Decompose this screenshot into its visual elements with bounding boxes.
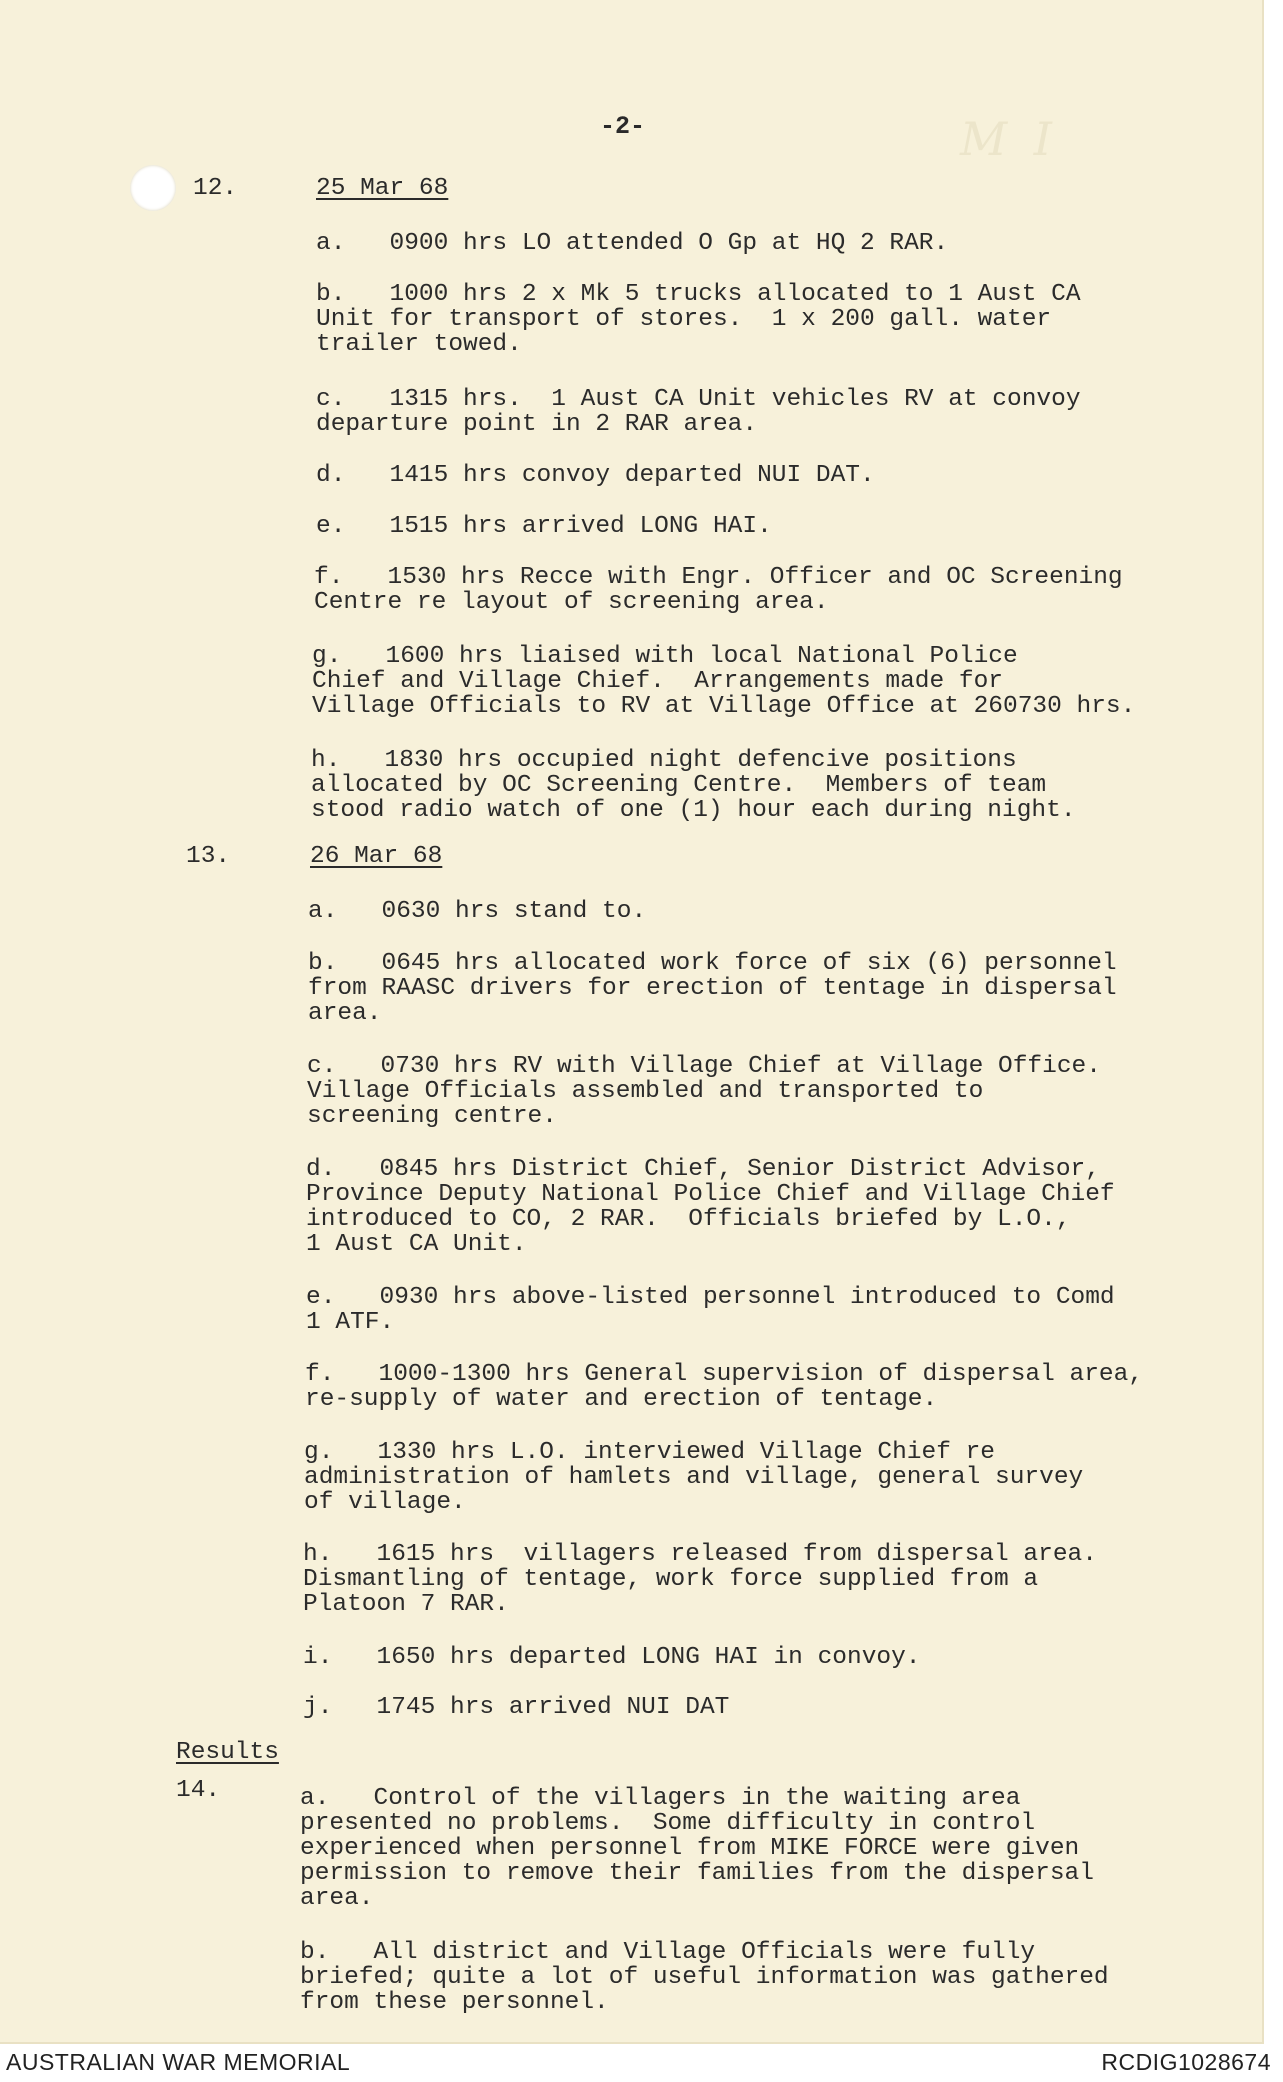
item-14b-line1: b. All district and Village Officials were fully <box>300 1939 1036 1966</box>
footer-archive-name: AUSTRALIAN WAR MEMORIAL <box>6 2049 351 2075</box>
item-13h-line1: h. 1615 hrs villagers released from dispersal area. <box>303 1541 1097 1568</box>
item-13d-line3: introduced to CO, 2 RAR. Officials briefed by L.O., <box>306 1206 1071 1233</box>
item-13d-line1: d. 0845 hrs District Chief, Senior District Advisor, <box>306 1156 1100 1183</box>
faint-pencil-mark: M I <box>960 112 1058 166</box>
item-12f-line1: f. 1530 hrs Recce with Engr. Officer and OC Screening <box>314 564 1123 591</box>
item-13g-line2: administration of hamlets and village, general survey <box>304 1464 1084 1491</box>
item-13h-line2: Dismantling of tentage, work force supplied from a <box>303 1566 1039 1593</box>
item-13e-line1: e. 0930 hrs above-listed personnel introduced to Comd <box>306 1284 1115 1311</box>
item-13d-line4: 1 Aust CA Unit. <box>306 1231 527 1258</box>
item-13-date: 26 Mar 68 <box>310 843 443 870</box>
item-13b-line2: from RAASC drivers for erection of tentage in dispersal <box>308 975 1117 1002</box>
item-12g-line1: g. 1600 hrs liaised with local National Police <box>312 643 1018 670</box>
item-13g-line1: g. 1330 hrs L.O. interviewed Village Chief re <box>304 1439 996 1466</box>
item-14a-line4: permission to remove their families from the dispersal <box>300 1860 1094 1887</box>
item-13-number: 13. <box>186 843 231 870</box>
item-13c-line3: screening centre. <box>307 1103 557 1130</box>
item-13j: j. 1745 hrs arrived NUI DAT <box>303 1694 730 1721</box>
item-13b-line1: b. 0645 hrs allocated work force of six (6) personnel <box>308 950 1117 977</box>
item-12-number: 12. <box>193 175 238 202</box>
item-12h-line1: h. 1830 hrs occupied night defencive positions <box>311 747 1017 774</box>
item-14a-line1: a. Control of the villagers in the waiting area <box>300 1785 1021 1812</box>
item-12b-line3: trailer towed. <box>316 331 522 358</box>
item-12a: a. 0900 hrs LO attended O Gp at HQ 2 RAR. <box>316 230 949 257</box>
item-14a-line2: presented no problems. Some difficulty in control <box>300 1810 1036 1837</box>
item-12d: d. 1415 hrs convoy departed NUI DAT. <box>316 462 875 489</box>
item-14b-line3: from these personnel. <box>300 1989 609 2016</box>
item-12b-line2: Unit for transport of stores. 1 x 200 gall. water <box>316 306 1052 333</box>
item-13a: a. 0630 hrs stand to. <box>308 898 647 925</box>
item-12f-line2: Centre re layout of screening area. <box>314 589 829 616</box>
item-14-number: 14. <box>176 1777 221 1804</box>
item-13e-line2: 1 ATF. <box>306 1309 395 1336</box>
item-14a-line5: area. <box>300 1885 374 1912</box>
item-12h-line3: stood radio watch of one (1) hour each during night. <box>311 797 1076 824</box>
item-14a-line3: experienced when personnel from MIKE FORCE were given <box>300 1835 1080 1862</box>
results-heading: Results <box>176 1739 279 1766</box>
punch-hole <box>130 165 176 211</box>
item-13i: i. 1650 hrs departed LONG HAI in convoy. <box>303 1644 921 1671</box>
item-12g-line3: Village Officials to RV at Village Office at 260730 hrs. <box>312 693 1136 720</box>
page-number: -2- <box>600 112 646 141</box>
item-13f-line1: f. 1000-1300 hrs General supervision of dispersal area, <box>305 1361 1144 1388</box>
item-12h-line2: allocated by OC Screening Centre. Members of team <box>311 772 1047 799</box>
footer-record-id: RCDIG1028674 <box>1101 2049 1271 2075</box>
item-12c-line1: c. 1315 hrs. 1 Aust CA Unit vehicles RV at convoy <box>316 386 1081 413</box>
item-12b-line1: b. 1000 hrs 2 x Mk 5 trucks allocated to 1 Aust CA <box>316 281 1081 308</box>
item-13d-line2: Province Deputy National Police Chief and Village Chief <box>306 1181 1115 1208</box>
item-13c-line1: c. 0730 hrs RV with Village Chief at Village Office. <box>307 1053 1101 1080</box>
item-12g-line2: Chief and Village Chief. Arrangements made for <box>312 668 1004 695</box>
item-13c-line2: Village Officials assembled and transported to <box>307 1078 984 1105</box>
item-12-date: 25 Mar 68 <box>316 175 449 202</box>
item-13g-line3: of village. <box>304 1489 466 1516</box>
item-13h-line3: Platoon 7 RAR. <box>303 1591 509 1618</box>
item-13b-line3: area. <box>308 1000 382 1027</box>
item-12e: e. 1515 hrs arrived LONG HAI. <box>316 513 772 540</box>
item-12c-line2: departure point in 2 RAR area. <box>316 411 758 438</box>
item-13f-line2: re-supply of water and erection of tentage. <box>305 1386 938 1413</box>
item-14b-line2: briefed; quite a lot of useful information was gathered <box>300 1964 1109 1991</box>
